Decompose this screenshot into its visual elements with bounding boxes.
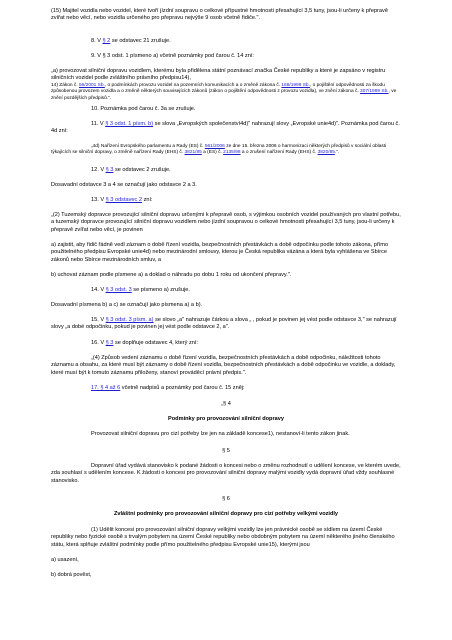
footnote-14: 14) Zákon č. 56/2001 Sb., o podmínkách provozu vozidel na pozemních komunikacích a o změně zákona č. 168/1999 Sb., o pojištění odpovědnosti za škodu způsobenou provozem vozidla a o změně některých souvisejících zákonů (zákon o pojištění odpovědnosti z provozu vozidla), ve znění zákona č. 307/1999 Sb., ve znění pozdějších předpisů.". [51,83,397,101]
law-link-2135-98[interactable]: 2135/98 [223,150,241,156]
condition-b: b) dobrá pověst, [51,572,92,578]
law-link-section-3-2[interactable]: § 3 odstavec 2 [105,197,143,203]
law-link-sections-4-6[interactable]: 17. § 4 až 6 [91,385,121,391]
letter-b: b) uchovat záznam podle písmene a) a doklad o náhradu po dobu 1 roku od ukončení přepravy.". [51,272,292,278]
point-17: 17. § 4 až 6 včetně nadpisů a poznámky pod čarou č. 15 zněj: [91,385,245,391]
law-link-168-1999[interactable]: 168/1999 Sb. [281,83,310,88]
point-15: 15. V § 3 odst. 3 písm. a) se slovo „a" nahrazuje čárkou a slova „ , pokud je povinen jej vést podle odstavce 3," se nahrazují slovy „a dobé odpočinku, pokud je povinen jej vést podle odstavce 2, a". [51,317,397,331]
renumbering-note: Dosavadní odstavce 3 a 4 se označují jako odstavce 2 a 3. [51,182,197,188]
new-letter-a-text: „a) provozovat silniční dopravu vozidlem, kterému byla přidělena státní poznávací značka České republiky a které je zapsáno v registru silničních vozidel podle zvláštního právního předpisu14), [51,68,386,82]
footnote-4d: „4d) Nařízení Evropského parlamentu a Rady (ES) č. 561/2006 ze dne 15. března 2006 o harmonizaci některých předpisů v sociální oblasti týkajících se silniční dopravy, o změně nařízení Rady (EHS) č. 3821/85 a (ES) č. 2135/98 a o zrušení nařízení Rady (EHS) č. 3820/85.". [51,144,387,156]
point-8: 8. V § 2 se odstavec 21 zrušuje. [91,38,171,44]
paragraph-15-owner: (15) Majitel vozidla nebo vozidel, které tvoří jízdní soupravu o celkové přípustné hmotnosti přesahující 3,5 tuny, jsou-li určeny k přepravě zvířat nebo věcí, nebo vozidla určeného pro přepravu nejvýše 9 osob včetně řidiče.". [51,8,388,22]
law-link-section-3-3[interactable]: § 3 odst. 3 [105,287,132,293]
point-14: 14. V § 3 odst. 3 se písmeno a) zrušuje. [91,287,190,293]
condition-a: a) usazení, [51,557,79,563]
point-13: 13. V § 3 odstavec 2 zní: [91,197,153,203]
point-11: 11. V § 3 odst. 1 písm. b) se slova „Evropských společenství4d)" nahrazují slovy „Evropské unie4d)". Poznámka pod čarou č. 4d zní: [51,121,400,135]
law-link-307-1999[interactable]: 307/1999 Sb. [360,89,389,95]
law-link-section-3-1-b[interactable]: § 3 odst. 1 písm. b) [105,121,154,127]
letter-a: a) zajistit, aby řidič řádně vedl záznam o době řízení vozidla, bezpečnostních přestávkách a době odpočinku podle tohoto zákona, přímo použitelného předpisu Evropské unie4d) nebo mezinárodní smlouvy, kterou je Česká republika vázána a která byla vyhlášena ve Sbírce zákonů nebo Sbírce mezinárodních smluv, a [51,242,389,263]
section-4-text: Provozovat silniční dopravu pro cizí potřeby lze jen na základě koncese1), nestanoví-li tento zákon jinak. [91,431,350,437]
section-4-heading: „§ 4 [221,401,231,407]
section-6-heading: § 6 [222,496,230,502]
point-9: 9. V § 3 odst. 1 písmeno a) včetně poznámky pod čarou č. 14 zní: [91,53,254,59]
law-link-section-3[interactable]: § 3 [105,167,114,173]
section-6-paragraph-1: (1) Udělit koncesi pro provozování silniční dopravy velkými vozidly lze jen právnické osobě se sídlem na území České republiky nebo fyzické osobě s trvalým pobytem na území České republiky nebo obdobným pobytem na území některého jiného členského státu, která splňuje zvláštní podmínky podle přímo použitelného předpisu Evropské unie15), kterými jsou [51,527,395,548]
law-link-3821-85[interactable]: 3821/85 [184,150,202,156]
law-link-3820-85[interactable]: 3820/85 [317,150,335,156]
section-6-title: Zvláštní podmínky pro provozování silniční dopravy pro cizí potřeby velkými vozidly [113,511,339,517]
letters-renumbering-note: Dosavadní písmena b) a c) se označují jako písmena a) a b). [51,302,203,308]
section-5-heading: § 5 [222,448,230,454]
section-4-title: Podmínky pro provozování silniční dopravy [168,416,284,422]
point-10: 10. Poznámka pod čarou č. 3a se zrušuje. [91,106,196,112]
law-link-section-3-3-a[interactable]: § 3 odst. 3 písm. a) [105,317,154,323]
law-link-section-3-b[interactable]: § 3 [105,340,114,346]
new-paragraph-4: „(4) Způsob vedení záznamu o době řízení vozidla, bezpečnostních přestávkách a době odpočinku, náležitosti tohoto záznamu a obsahu, za které musí být záznamy o době řízení vozidla, bezpečnostních přestávkách a době odpočinku ve vozidle, a doklady, které musí být k tomuto záznamu přiloženy, stanoví prováděcí právní předpis.". [51,355,396,376]
law-link-section-2[interactable]: § 2 [102,38,111,44]
new-paragraph-2: „(2) Tuzemský dopravce provozující silniční dopravu určenými k přepravě osob, s výjimkou osobních vozidel používaných pro vlastní potřebu, a tuzemský dopravce provozující silniční dopravu vozidlem nebo jízdní soupravou o celkové hmotnosti přesahující 3,5 tuny, jsou-li určeny k přepravě zvířat nebo věcí, je povinen [51,212,401,233]
law-link-56-2001[interactable]: 56/2001 Sb. [79,83,105,88]
law-link-561-2006[interactable]: 561/2006 [204,144,225,149]
point-12: 12. V § 3 se odstavec 2 zrušuje. [91,167,171,173]
section-5-text: Dopravní úřad vydává stanovisko k podané žádosti o koncesi nebo o změnu rozhodnutí o udělení koncese, ve kterém uvede, zda souhlasí s udělením koncese. K žádosti o koncesi pro provozování silniční dopravy malými vozidly vydá dopravní úřad vždy souhlasné stanovisko. [51,463,401,484]
point-16: 16. V § 3 se doplňuje odstavec 4, který zní: [91,340,198,346]
